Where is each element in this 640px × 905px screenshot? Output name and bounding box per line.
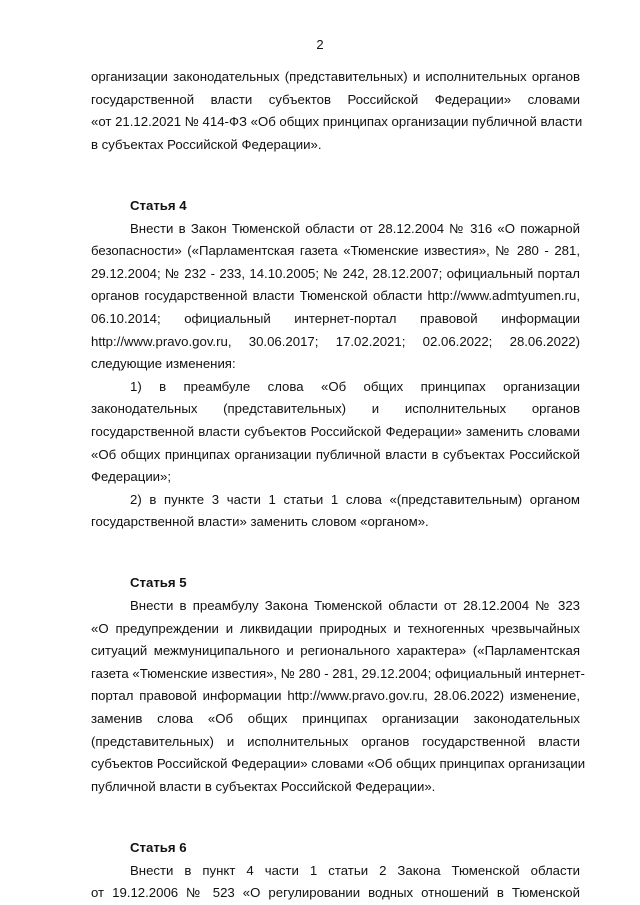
- spacer: [91, 556, 580, 572]
- text-line: законодательных (представительных) и исполнительных органов: [91, 401, 580, 417]
- text-line: государственной власти субъектов Российской Федерации» заменить словами: [91, 423, 580, 439]
- document-body: [91, 66, 586, 905]
- text-line: субъектов Российской Федерации» словами «Об общих принципах организации: [91, 756, 586, 772]
- article-heading: Статья 5: [130, 575, 187, 591]
- text-line: публичной власти в субъектах Российской Федерации».: [91, 778, 436, 794]
- text-line: портал правовой информации http://www.pravo.gov.ru, 28.06.2022) изменение,: [91, 688, 580, 704]
- text-line: 06.10.2014; официальный интернет-портал правовой информации: [91, 310, 580, 326]
- text-line: «от 21.12.2021 № 414-ФЗ «Об общих принципах организации публичной власти: [91, 114, 583, 130]
- text-line: организации законодательных (представительных) и исполнительных органов: [91, 69, 580, 84]
- article-heading: Статья 6: [130, 840, 187, 855]
- text-line: следующие изменения:: [91, 356, 236, 372]
- text-line: «Об общих принципах организации публичной власти в субъектах Российской: [91, 446, 580, 462]
- text-line: государственной власти субъектов Российской Федерации» словами: [91, 91, 580, 107]
- spacer: [91, 821, 580, 837]
- list-item-1: 1) в преамбуле слова «Об общих принципах организации: [130, 378, 580, 394]
- text-line: Федерации»;: [91, 469, 172, 485]
- text-line: Внести в преамбулу Закона Тюменской области от 28.12.2004 № 323: [130, 598, 580, 614]
- text-line: http://www.pravo.gov.ru, 30.06.2017; 17.02.2021; 02.06.2022; 28.06.2022): [91, 333, 580, 349]
- intro-paragraph: [91, 66, 583, 156]
- text-line: ситуаций межмуниципального и регионального характера» («Парламентская: [91, 643, 580, 659]
- text-line: (представительных) и исполнительных органов государственной власти: [91, 733, 580, 749]
- article-5: [91, 572, 586, 798]
- article-4: [91, 195, 580, 534]
- text-line: от 19.12.2006 № 523 «О регулировании водных отношений в Тюменской: [91, 885, 580, 901]
- text-line: 29.12.2004; № 232 - 233, 14.10.2005; № 242, 28.12.2007; официальный портал: [91, 265, 580, 281]
- text-line: органов государственной власти Тюменской области http://www.admtyumen.ru,: [91, 288, 580, 304]
- text-line: газета «Тюменские известия», № 280 - 281, 29.12.2004; официальный интернет-: [91, 665, 585, 681]
- spacer: [91, 156, 580, 179]
- text-line: безопасности» («Парламентская газета «Тюменские известия», № 280 - 281,: [91, 243, 580, 259]
- text-line: «О предупреждении и ликвидации природных и техногенных чрезвычайных: [91, 620, 580, 636]
- text-line: заменив слова «Об общих принципах организации законодательных: [91, 711, 580, 727]
- list-item-2: 2) в пункте 3 части 1 статьи 1 слова «(представительным) органом: [130, 491, 580, 507]
- text-line: Внести в Закон Тюменской области от 28.12.2004 № 316 «О пожарной: [130, 220, 580, 236]
- page-number: 2: [316, 37, 324, 52]
- article-heading: Статья 4: [130, 197, 187, 213]
- spacer: [91, 179, 580, 195]
- spacer: [91, 798, 580, 821]
- text-line: государственной власти» заменить словом «органом».: [91, 514, 429, 530]
- text-line: в субъектах Российской Федерации».: [91, 136, 322, 152]
- text-line: Внести в пункт 4 части 1 статьи 2 Закона Тюменской области: [130, 862, 580, 878]
- spacer: [91, 534, 580, 557]
- article-6: [91, 837, 580, 905]
